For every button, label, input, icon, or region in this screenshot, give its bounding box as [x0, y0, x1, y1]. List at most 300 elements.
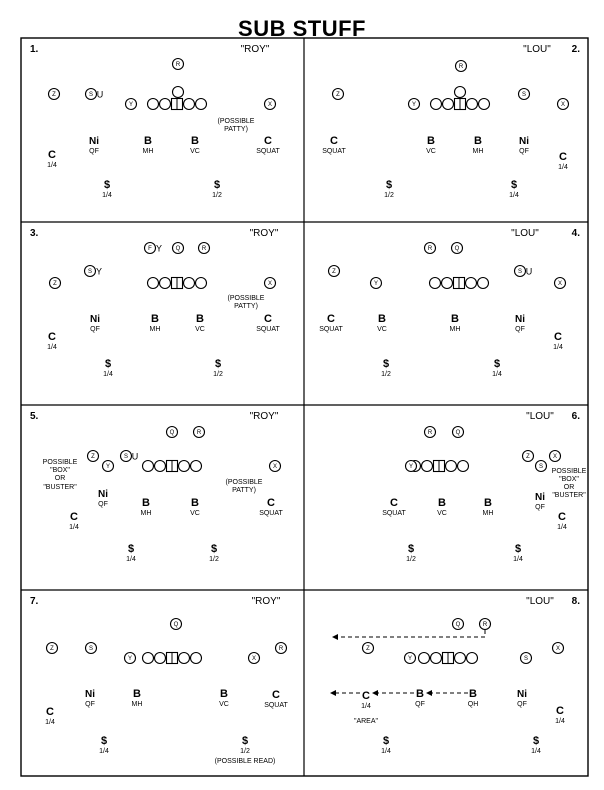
defender-assignment: 1/4 [126, 556, 136, 563]
defender [473, 135, 484, 155]
offense-player-y [103, 461, 114, 472]
defender [45, 706, 55, 726]
offense-player-z [47, 643, 58, 654]
defender-symbol: Ni [90, 314, 100, 325]
defender-symbol: $ [382, 735, 390, 747]
defender-assignment: 1/4 [103, 371, 113, 378]
offense-player-z [88, 451, 99, 462]
defender-assignment: 1/2 [209, 556, 219, 563]
player-letter: Y [373, 281, 379, 288]
sheet-title: SUB STUFF [238, 16, 366, 41]
player-letter: S [88, 646, 94, 653]
offense-player-x [270, 461, 281, 472]
offense-player-q [453, 619, 464, 630]
player-letter: X [552, 454, 558, 461]
player-letter: Z [526, 454, 530, 461]
defender-symbol: C [556, 705, 564, 717]
defender-symbol: B [191, 497, 199, 509]
offense-player-q [167, 427, 178, 438]
arrow-head [426, 690, 432, 696]
defender-assignment: 1/4 [102, 192, 112, 199]
player-letter: Z [52, 92, 56, 99]
player-letter: X [267, 281, 273, 288]
defender [150, 313, 161, 333]
coverage-call: "ROY" [249, 228, 279, 239]
defender [558, 151, 568, 171]
defender-assignment: MH [449, 326, 461, 333]
offense-player-z [49, 89, 60, 100]
defender-symbol: B [378, 313, 386, 325]
defender [468, 688, 479, 708]
defender-assignment: 1/4 [69, 524, 79, 531]
defender-symbol: $ [103, 179, 111, 191]
defender-symbol: C [264, 313, 272, 325]
offense-player-r [199, 243, 210, 254]
lineman [196, 99, 207, 110]
defender [90, 314, 100, 333]
defender [190, 497, 200, 517]
coverage-note: (POSSIBLE [217, 118, 255, 125]
defender-assignment: QF [90, 326, 100, 333]
defender [143, 135, 154, 155]
defender [437, 497, 447, 517]
offense-player-x [550, 451, 561, 462]
player-letter: Q [454, 246, 460, 253]
lineman [155, 653, 166, 664]
play-panel-4 [319, 228, 580, 378]
defender-symbol: $ [514, 543, 522, 555]
player-suffix: U [525, 266, 533, 277]
defender-symbol: B [133, 688, 141, 700]
check-note: POSSIBLE [42, 459, 78, 466]
coverage-note: (POSSIBLE READ) [214, 758, 276, 765]
player-letter: Y [128, 102, 134, 109]
defender-assignment: VC [426, 148, 436, 155]
player-letter: R [201, 246, 207, 253]
coverage-note: (POSSIBLE [225, 479, 263, 486]
lineman [430, 278, 441, 289]
play-panel-2 [322, 44, 580, 199]
offense-player-y [126, 99, 137, 110]
defender [98, 489, 108, 508]
player-letter: Y [127, 656, 133, 663]
panel-number: 2. [571, 44, 580, 55]
defender [513, 543, 523, 563]
offense-player-y [371, 278, 382, 289]
defender-symbol: B [196, 313, 204, 325]
lineman [143, 653, 154, 664]
player-letter: F [148, 246, 152, 253]
defender-symbol: $ [385, 179, 393, 191]
player-letter: Z [336, 92, 340, 99]
defender [47, 331, 57, 351]
player-letter: Q [455, 622, 461, 629]
defender [515, 314, 525, 333]
player-letter: X [555, 646, 561, 653]
defender-assignment: SQUAT [322, 148, 346, 155]
defender [89, 136, 99, 155]
lineman [160, 99, 171, 110]
offense-player-z [50, 278, 61, 289]
coverage-call: "LOU" [526, 411, 554, 422]
defender-assignment: MH [140, 510, 152, 517]
panel-number: 3. [30, 228, 39, 239]
play-panel-5 [30, 411, 284, 563]
defender-symbol: B [438, 497, 446, 509]
player-letter: X [251, 656, 257, 663]
defender [195, 313, 205, 333]
defender-symbol: $ [407, 543, 415, 555]
lineman [442, 278, 453, 289]
offense-player-q [173, 243, 184, 254]
lineman [478, 278, 489, 289]
defender [483, 497, 494, 517]
defender [517, 689, 527, 708]
player-letter: S [538, 464, 544, 471]
defender-assignment: VC [219, 701, 229, 708]
quarterback [455, 87, 466, 98]
player-letter: Y [105, 464, 111, 471]
player-letter: Q [173, 622, 179, 629]
player-letter: Q [455, 430, 461, 437]
lineman [184, 278, 195, 289]
coverage-note: PATTY) [232, 487, 256, 494]
defender [47, 149, 57, 169]
defender-assignment: 1/2 [213, 371, 223, 378]
defender-assignment: QF [89, 148, 99, 155]
defender-assignment: 1/4 [47, 162, 57, 169]
coverage-call: "ROY" [251, 596, 281, 607]
lineman [143, 461, 154, 472]
offense-player-q [453, 427, 464, 438]
defender [519, 136, 529, 155]
offense-player-x [265, 278, 276, 289]
defender [361, 690, 371, 710]
check-note: "BUSTER" [552, 492, 586, 499]
panel-number: 5. [30, 411, 39, 422]
defender [382, 497, 406, 517]
offense-player-r [276, 643, 287, 654]
defender [319, 313, 343, 333]
defender-assignment: 1/4 [509, 192, 519, 199]
lineman [184, 99, 195, 110]
player-letter: S [523, 656, 529, 663]
defender-assignment: QF [98, 501, 108, 508]
offense-player-r [425, 427, 436, 438]
defender-assignment: SQUAT [259, 510, 283, 517]
defender-symbol: $ [213, 179, 221, 191]
defender-assignment: SQUAT [264, 702, 288, 709]
defender [190, 135, 200, 155]
defender-assignment: VC [377, 326, 387, 333]
quarterback [173, 87, 184, 98]
defender-symbol: Ni [89, 136, 99, 147]
defender [141, 497, 152, 517]
offensive-line [431, 99, 490, 110]
panel-number: 8. [571, 596, 580, 607]
player-letter: R [278, 646, 284, 653]
player-letter: R [175, 62, 181, 69]
defender [219, 688, 229, 708]
defender [322, 135, 346, 155]
defender-symbol: Ni [515, 314, 525, 325]
defender-assignment: MH [149, 326, 161, 333]
defender-assignment: 1/2 [406, 556, 416, 563]
defender [256, 313, 280, 333]
lineman [196, 278, 207, 289]
player-letter: X [267, 102, 273, 109]
coverage-note: (POSSIBLE [227, 295, 265, 302]
defender [132, 688, 143, 708]
player-suffix: Y [155, 243, 163, 254]
offense-player-y [406, 461, 417, 472]
defender-assignment: VC [195, 326, 205, 333]
defender-assignment: MH [131, 701, 143, 708]
defender-symbol: B [191, 135, 199, 147]
panel-number: 4. [571, 228, 580, 239]
player-letter: Y [407, 656, 413, 663]
offense-player-q [452, 243, 463, 254]
lineman [443, 99, 454, 110]
defender [531, 735, 541, 755]
player-letter: Q [175, 246, 181, 253]
defender-symbol: C [390, 497, 398, 509]
defender [213, 358, 223, 378]
defender-assignment: 1/4 [381, 748, 391, 755]
check-note: OR [563, 484, 575, 491]
defender-assignment: 1/4 [558, 164, 568, 171]
defender [557, 511, 567, 531]
defender-assignment: QF [515, 326, 525, 333]
lineman [431, 653, 442, 664]
offense-player-s [515, 266, 533, 277]
defender-symbol: B [451, 313, 459, 325]
defender-symbol: C [327, 313, 335, 325]
defender-symbol: $ [127, 543, 135, 555]
offense-player-y [125, 653, 136, 664]
defender-symbol: Ni [519, 136, 529, 147]
offense-player-s [86, 643, 97, 654]
defender-assignment: QF [535, 504, 545, 511]
defender-symbol: Ni [517, 689, 527, 700]
coverage-call: "LOU" [511, 228, 539, 239]
arrow-head [332, 634, 338, 640]
offense-player-x [555, 278, 566, 289]
defender-assignment: 1/4 [361, 703, 371, 710]
defender [415, 688, 425, 708]
defender-symbol: B [220, 688, 228, 700]
defender-symbol: C [554, 331, 562, 343]
defender-symbol: C [48, 331, 56, 343]
panel-number: 7. [30, 596, 39, 607]
defender [259, 497, 283, 517]
defender-assignment: 1/4 [45, 719, 55, 726]
offense-player-s [86, 89, 104, 100]
defender-assignment: QF [85, 701, 95, 708]
defender [256, 135, 280, 155]
coverage-call: "LOU" [523, 44, 551, 55]
offensive-line [148, 99, 207, 110]
offense-player-q [171, 619, 182, 630]
player-letter: Z [50, 646, 54, 653]
offense-player-s [536, 461, 547, 472]
defender [212, 179, 222, 199]
defender-symbol: $ [214, 358, 222, 370]
defender-assignment: QF [517, 701, 527, 708]
defender-assignment: 1/4 [513, 556, 523, 563]
defender-assignment: 1/4 [531, 748, 541, 755]
player-letter: R [482, 622, 488, 629]
player-letter: Z [91, 454, 95, 461]
defender-assignment: 1/4 [47, 344, 57, 351]
lineman [422, 461, 433, 472]
defender-assignment: 1/4 [99, 748, 109, 755]
play-panel-7 [30, 596, 289, 765]
defender [381, 735, 391, 755]
defender-assignment: VC [437, 510, 447, 517]
player-letter: Z [53, 281, 57, 288]
defender-assignment: MH [142, 148, 154, 155]
offense-player-s [121, 451, 139, 462]
arrow-head [372, 690, 378, 696]
player-letter: S [87, 269, 93, 276]
defender-symbol: Ni [98, 489, 108, 500]
offense-player-z [333, 89, 344, 100]
defender-symbol: $ [510, 179, 518, 191]
defender [492, 358, 502, 378]
defender [384, 179, 394, 199]
defender-assignment: 1/4 [492, 371, 502, 378]
defender-symbol: C [558, 511, 566, 523]
offense-player-r [173, 59, 184, 70]
defender [450, 313, 461, 333]
defender [99, 735, 109, 755]
offense-player-y [405, 653, 416, 664]
player-letter: R [196, 430, 202, 437]
lineman [191, 653, 202, 664]
offense-player-z [329, 266, 340, 277]
offense-player-z [363, 643, 374, 654]
play-panel-3 [30, 228, 281, 378]
lineman [179, 461, 190, 472]
coverage-note: PATTY) [224, 126, 248, 133]
play-panel-6 [382, 411, 586, 563]
defender-assignment: 1/2 [212, 192, 222, 199]
offense-player-s [519, 89, 530, 100]
play-panel-8 [330, 596, 580, 755]
player-letter: R [458, 64, 464, 71]
defender-symbol: B [142, 497, 150, 509]
lineman [155, 461, 166, 472]
player-letter: R [427, 246, 433, 253]
offensive-line [430, 278, 489, 289]
defender-symbol: C [559, 151, 567, 163]
player-letter: S [123, 454, 129, 461]
lineman [467, 653, 478, 664]
lineman [419, 653, 430, 664]
coverage-call: "ROY" [240, 44, 270, 55]
defender-assignment: 1/4 [553, 344, 563, 351]
lineman [467, 99, 478, 110]
offense-player-y [409, 99, 420, 110]
defender [126, 543, 136, 563]
defender-symbol: B [144, 135, 152, 147]
defender [209, 543, 219, 563]
defender-symbol: C [272, 689, 280, 701]
player-letter: S [521, 92, 527, 99]
defender-assignment: SQUAT [256, 326, 280, 333]
offense-player-x [553, 643, 564, 654]
lineman [431, 99, 442, 110]
offensive-line [419, 653, 478, 664]
player-suffix: U [131, 451, 139, 462]
player-letter: X [560, 102, 566, 109]
player-letter: Z [366, 646, 370, 653]
defender-symbol: $ [382, 358, 390, 370]
defender [509, 179, 519, 199]
defender-symbol: B [151, 313, 159, 325]
offense-player-x [265, 99, 276, 110]
defender-symbol: C [362, 690, 370, 702]
check-note: "BOX" [50, 467, 70, 474]
defender-assignment: 1/2 [384, 192, 394, 199]
defender-symbol: B [469, 688, 477, 700]
defender-symbol: $ [241, 735, 249, 747]
defender-assignment: SQUAT [319, 326, 343, 333]
player-letter: Y [408, 464, 414, 471]
defender [264, 689, 288, 709]
defender-symbol: B [416, 688, 424, 700]
offense-player-f [145, 243, 163, 254]
defender-symbol: C [48, 149, 56, 161]
defender [553, 331, 563, 351]
coverage-note: "AREA" [353, 718, 379, 725]
defender-assignment: 1/2 [240, 748, 250, 755]
defender-symbol: $ [532, 735, 540, 747]
defender-symbol: C [264, 135, 272, 147]
player-letter: Y [411, 102, 417, 109]
player-letter: S [517, 269, 523, 276]
lineman [458, 461, 469, 472]
offense-player-x [558, 99, 569, 110]
player-letter: S [88, 92, 94, 99]
check-note: "BUSTER" [43, 484, 77, 491]
offense-player-r [194, 427, 205, 438]
defender [69, 511, 79, 531]
offense-player-s [521, 653, 532, 664]
defender-assignment: SQUAT [382, 510, 406, 517]
coverage-call: "ROY" [249, 411, 279, 422]
defender-symbol: C [330, 135, 338, 147]
defender [240, 735, 250, 755]
lineman [191, 461, 202, 472]
offense-player-r [456, 61, 467, 72]
offense-player-r [425, 243, 436, 254]
player-suffix: U [96, 89, 104, 100]
defender [381, 358, 391, 378]
defender-assignment: 1/4 [557, 524, 567, 531]
play-panel-1 [30, 44, 281, 199]
defender [406, 543, 416, 563]
defender-assignment: QF [519, 148, 529, 155]
defender-symbol: B [427, 135, 435, 147]
defender-symbol: B [474, 135, 482, 147]
lineman [455, 653, 466, 664]
defender [102, 179, 112, 199]
lineman [466, 278, 477, 289]
coverage-note: PATTY) [234, 303, 258, 310]
defender-symbol: $ [100, 735, 108, 747]
